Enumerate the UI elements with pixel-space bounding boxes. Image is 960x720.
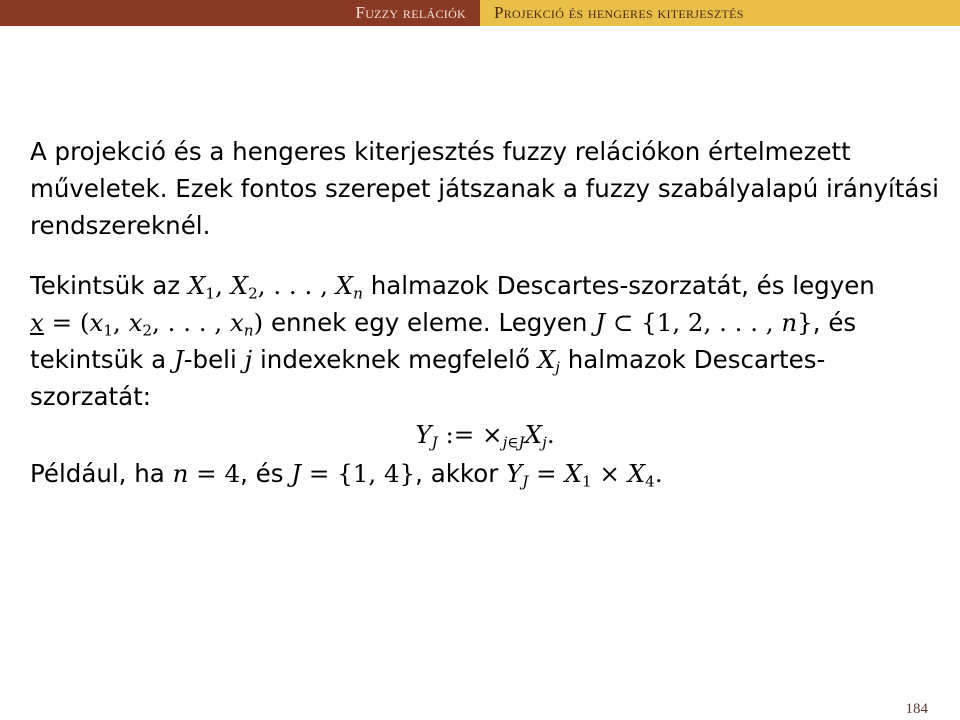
header-bar [0,0,960,26]
header-section[interactable] [0,0,480,26]
section-title: Fuzzy relációk [355,3,466,22]
example-paragraph: Például, ha n = 4, és J = {1, 4}, akkor $Y_J = X_1 \times X_4$. [30,459,663,491]
slide-content [30,133,940,492]
display-formula: $Y_J$ := $\times_{j\in J}X_j$. [415,420,555,452]
math-x-sets: $X_1$, $X_2$, . . . , $X_n$ [187,271,363,303]
intro-paragraph: A projekció és a hengeres kiterjesztés fuzzy relációkon értelmezett műveletek. Ezek fontos szerepet játszanak a fuzzy szabályalapú irányítási rendszereknél. [30,137,939,240]
definition-paragraph: Tekintsük az $X_1$, $X_2$, . . . , $X_n$ halmazok Descartes-szorzatát, és legyen $x = (x_1$, $x_2$, . . . , $x_n$) ennek egy eleme. Legyen J ⊂ {1, 2, . . . , n}, és tekintsük a J-beli j indexeknek megfelelő $X_j$ halmazok Descartes-szorzatát: [30,271,875,411]
math-index-set: J ⊂ {1, 2, . . . , n} [595,308,813,337]
subsection-title: Projekció és hengeres kiterjesztés [494,3,744,22]
page-number: 184 [905,701,928,717]
math-tuple: $x = (x_1$, $x_2$, . . . , $x_n$) [30,308,264,340]
header-subsection[interactable] [480,0,960,26]
